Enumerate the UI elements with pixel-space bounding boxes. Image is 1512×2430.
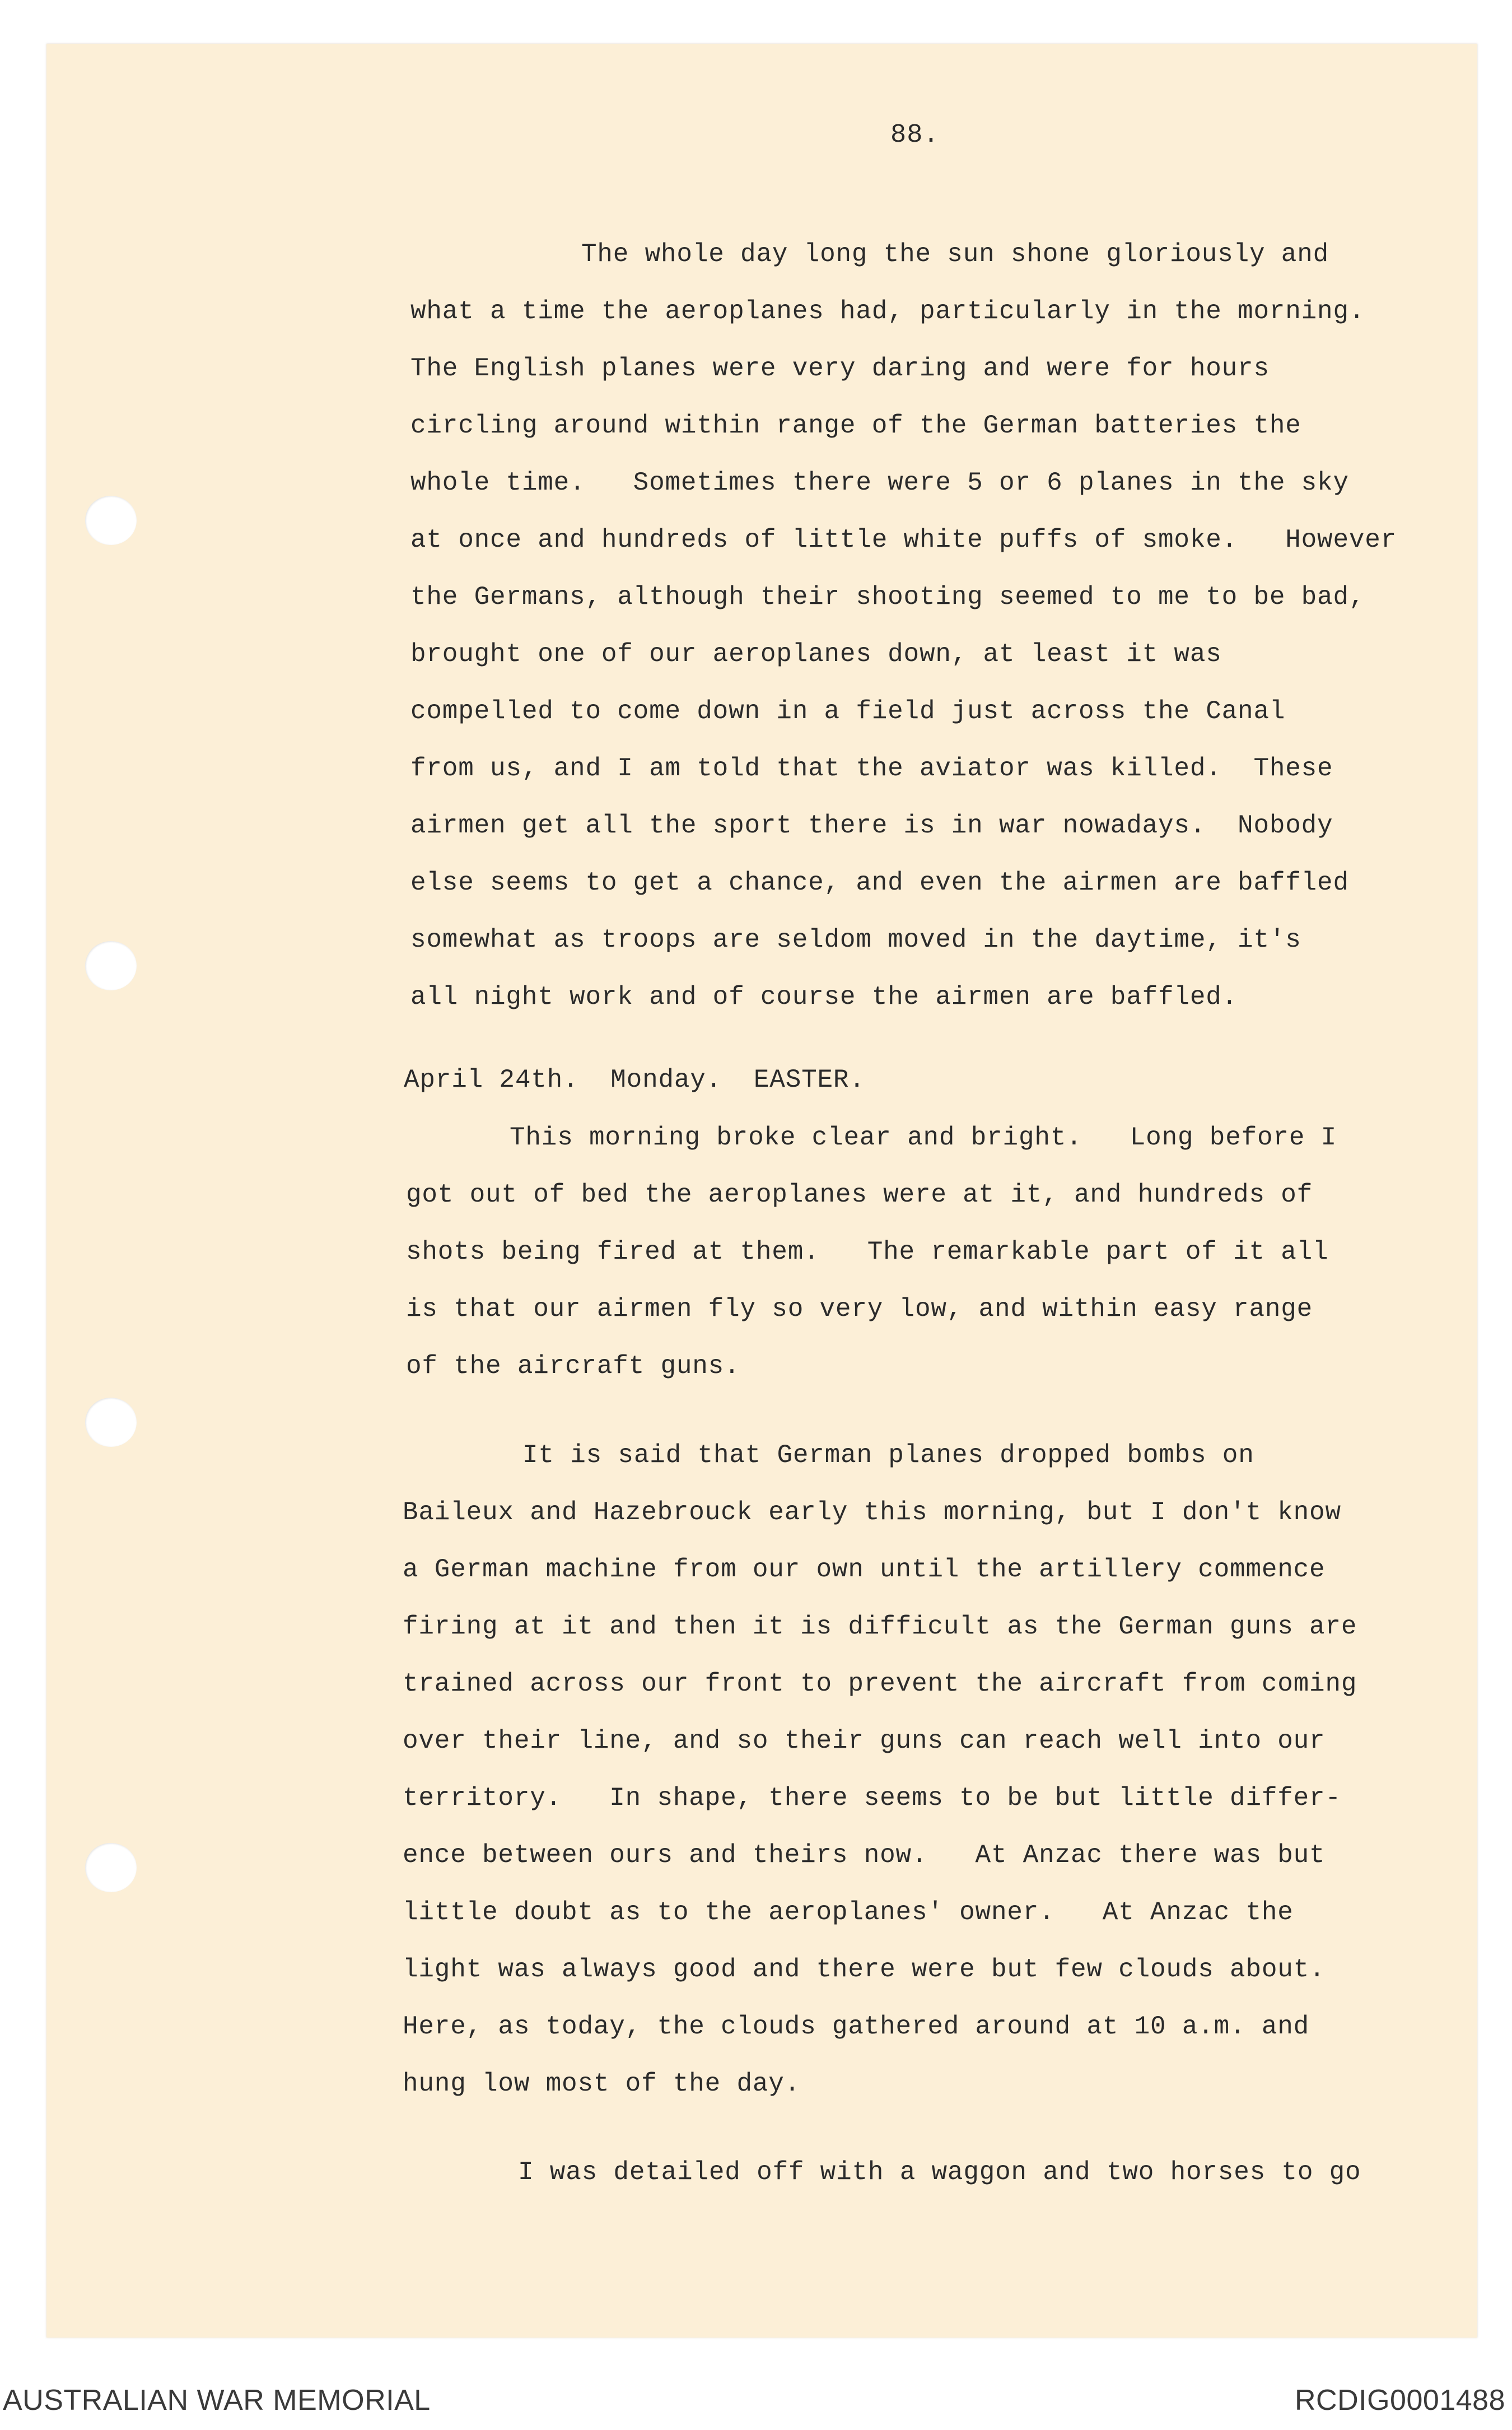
text-line: airmen get all the sport there is in war nowadays. Nobody [410, 811, 1333, 840]
text-line: compelled to come down in a field just across the Canal [410, 697, 1286, 726]
text-line: what a time the aeroplanes had, particularly in the morning. [410, 297, 1365, 326]
text-line: whole time. Sometimes there were 5 or 6 planes in the sky [410, 468, 1349, 497]
text-line: circling around within range of the German batteries the [410, 411, 1301, 440]
text-line: The whole day long the sun shone gloriously and [581, 240, 1329, 269]
text-line: trained across our front to prevent the aircraft from coming [403, 1669, 1357, 1698]
punch-hole [85, 496, 137, 545]
text-line: I was detailed off with a waggon and two horses to go [518, 2158, 1361, 2187]
text-line: else seems to get a chance, and even the airmen are baffled [410, 868, 1349, 897]
text-line: little doubt as to the aeroplanes' owner. At Anzac the [403, 1898, 1294, 1927]
text-line: shots being fired at them. The remarkable part of it all [406, 1237, 1329, 1267]
text-line: over their line, and so their guns can reach well into our [403, 1726, 1326, 1756]
punch-hole [85, 1398, 137, 1447]
text-line: It is said that German planes dropped bombs on [522, 1441, 1254, 1470]
text-line: at once and hundreds of little white puffs of smoke. However [410, 525, 1397, 555]
text-line: of the aircraft guns. [406, 1352, 740, 1381]
text-line: firing at it and then it is difficult as the German guns are [403, 1612, 1357, 1641]
text-line: The English planes were very daring and were for hours [410, 354, 1270, 383]
text-line: hung low most of the day. [403, 2069, 801, 2098]
text-line: a German machine from our own until the artillery commence [403, 1555, 1326, 1584]
text-line: light was always good and there were but few clouds about. [403, 1955, 1326, 1984]
text-line: This morning broke clear and bright. Long before I [510, 1123, 1337, 1152]
text-line: Here, as today, the clouds gathered around at 10 a.m. and [403, 2012, 1310, 2041]
page-number: 88. [890, 120, 940, 150]
date-heading: April 24th. Monday. EASTER. [404, 1065, 865, 1095]
text-line: ence between ours and theirs now. At Anzac there was but [403, 1841, 1326, 1870]
text-line: brought one of our aeroplanes down, at least it was [410, 640, 1222, 669]
text-line: Baileux and Hazebrouck early this morning, but I don't know [403, 1498, 1341, 1527]
punch-hole [85, 941, 137, 990]
text-line: got out of bed the aeroplanes were at it, and hundreds of [406, 1180, 1313, 1209]
footer-item-id: RCDIG0001488 [1295, 2384, 1505, 2417]
text-line: from us, and I am told that the aviator was killed. These [410, 754, 1333, 783]
text-line: territory. In shape, there seems to be but little differ- [403, 1784, 1341, 1813]
footer-institution: AUSTRALIAN WAR MEMORIAL [3, 2384, 431, 2417]
text-line: somewhat as troops are seldom moved in the daytime, it's [410, 925, 1301, 955]
text-line: the Germans, although their shooting seemed to me to be bad, [410, 583, 1365, 612]
text-line: all night work and of course the airmen are baffled. [410, 983, 1238, 1012]
text-line: is that our airmen fly so very low, and within easy range [406, 1295, 1313, 1324]
punch-hole [85, 1843, 137, 1892]
